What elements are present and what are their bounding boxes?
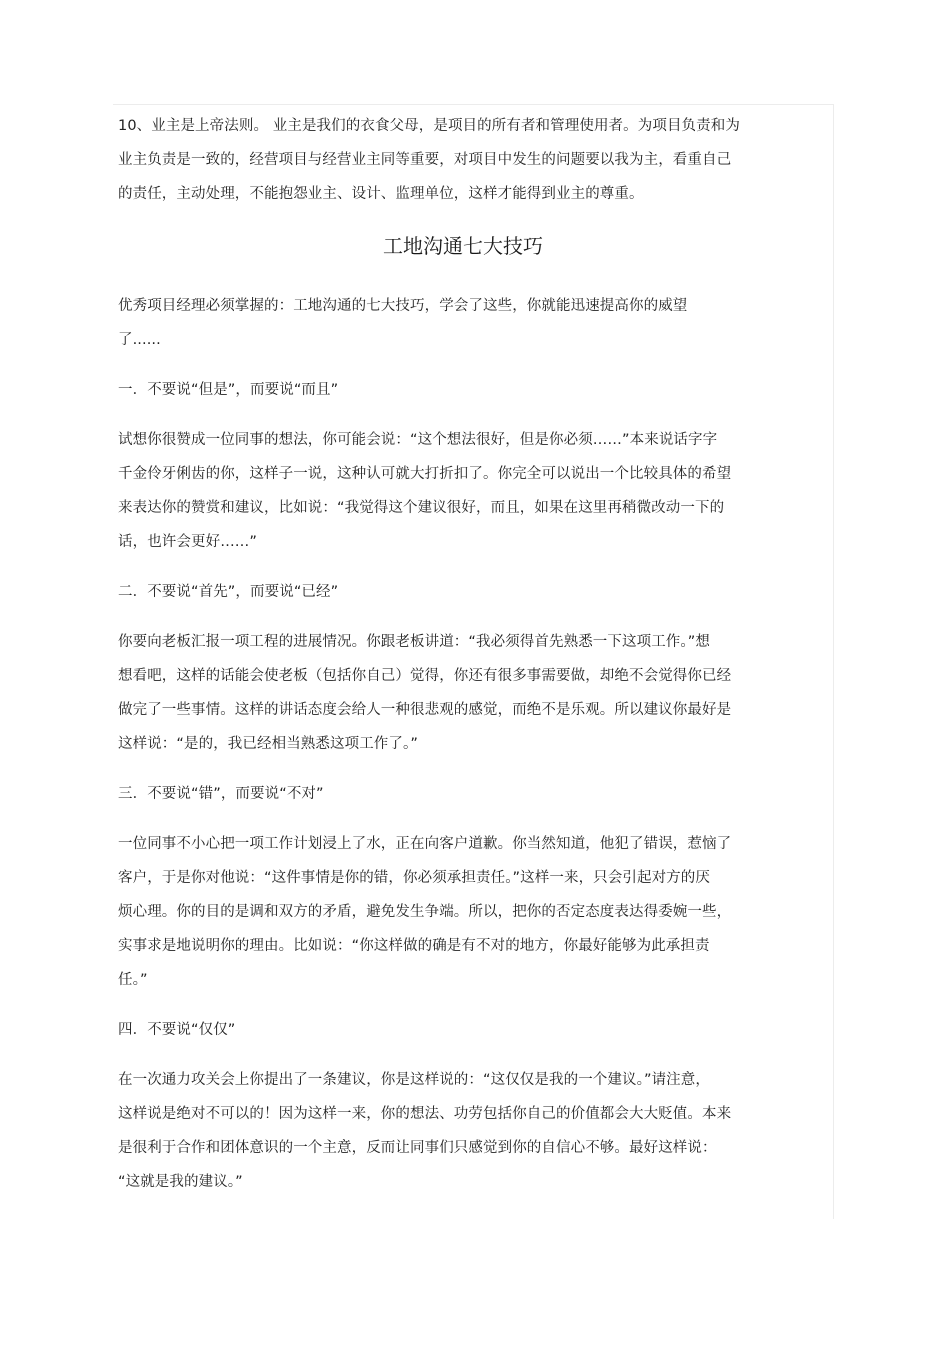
section-line: 任。” xyxy=(118,972,148,988)
section-line: 在一次通力攻关会上你提出了一条建议，你是这样说的：“这仅仅是我的一个建议。”请注意， xyxy=(118,1072,710,1088)
section-line: 这样说：“是的，我已经相当熟悉这项工作了。” xyxy=(118,736,418,752)
section-line: 烦心理。你的目的是调和双方的矛盾，避免发生争端。所以，把你的否定态度表达得委婉一些， xyxy=(118,904,732,920)
lead-paragraph xyxy=(118,289,758,357)
section-paragraph xyxy=(118,827,758,997)
intro-paragraph xyxy=(118,109,758,211)
section-line: 话，也许会更好……” xyxy=(118,534,258,550)
section-line: 想看吧，这样的话能会使老板（包括你自己）觉得，你还有很多事需要做，却绝不会觉得你已经 xyxy=(118,668,732,684)
intro-line: 业主负责是一致的，经营项目与经营业主同等重要，对项目中发生的问题要以我为主，看重自己 xyxy=(118,152,732,168)
section-line: 是很利于合作和团体意识的一个主意，反而让同事们只感觉到你的自信心不够。最好这样说： xyxy=(118,1140,717,1156)
section-line: 来表达你的赞赏和建议，比如说：“我觉得这个建议很好，而且，如果在这里再稍微改动一下的 xyxy=(118,500,725,516)
section-heading: 四．不要说“仅仅” xyxy=(118,1022,236,1038)
section-line: 你要向老板汇报一项工程的进展情况。你跟老板讲道：“我必须得首先熟悉一下这项工作。”想 xyxy=(118,634,710,650)
section-line: 实事求是地说明你的理由。比如说：“你这样做的确是有不对的地方，你最好能够为此承担责 xyxy=(118,938,710,954)
lead-line: 优秀项目经理必须掌握的：工地沟通的七大技巧，学会了这些，你就能迅速提高你的威望 xyxy=(118,298,688,314)
lead-line: 了...... xyxy=(118,332,161,348)
section-heading: 二．不要说“首先”，而要说“已经” xyxy=(118,584,339,600)
section-line: “这就是我的建议。” xyxy=(118,1174,243,1190)
section-line: 做完了一些事情。这样的讲话态度会给人一种很悲观的感觉，而绝不是乐观。所以建议你最好是 xyxy=(118,702,732,718)
document-title: 工地沟通七大技巧 xyxy=(383,234,543,258)
section-paragraph xyxy=(118,625,758,761)
document-body xyxy=(118,109,758,1199)
section-line: 试想你很赞成一位同事的想法，你可能会说：“这个想法很好，但是你必须……”本来说话字字 xyxy=(118,432,718,448)
intro-line: 10、业主是上帝法则。 业主是我们的衣食父母，是项目的所有者和管理使用者。为项目负责和为 xyxy=(118,118,740,134)
intro-line: 的责任，主动处理，不能抱怨业主、设计、监理单位，这样才能得到业主的尊重。 xyxy=(118,186,644,202)
page-border-right xyxy=(833,104,834,1219)
page-border-top xyxy=(113,104,834,105)
section-heading: 三．不要说“错”，而要说“不对” xyxy=(118,786,324,802)
section-paragraph xyxy=(118,1063,758,1199)
section-line: 千金伶牙俐齿的你，这样子一说，这种认可就大打折扣了。你完全可以说出一个比较具体的希望 xyxy=(118,466,732,482)
section-line: 客户，于是你对他说：“这件事情是你的错，你必须承担责任。”这样一来，只会引起对方的厌 xyxy=(118,870,710,886)
section-line: 这样说是绝对不可以的！因为这样一来，你的想法、功劳包括你自己的价值都会大大贬值。本来 xyxy=(118,1106,732,1122)
section-line: 一位同事不小心把一项工作计划浸上了水，正在向客户道歉。你当然知道，他犯了错误，惹恼了 xyxy=(118,836,732,852)
section-paragraph xyxy=(118,423,758,559)
section-heading: 一．不要说“但是”，而要说“而且” xyxy=(118,382,339,398)
